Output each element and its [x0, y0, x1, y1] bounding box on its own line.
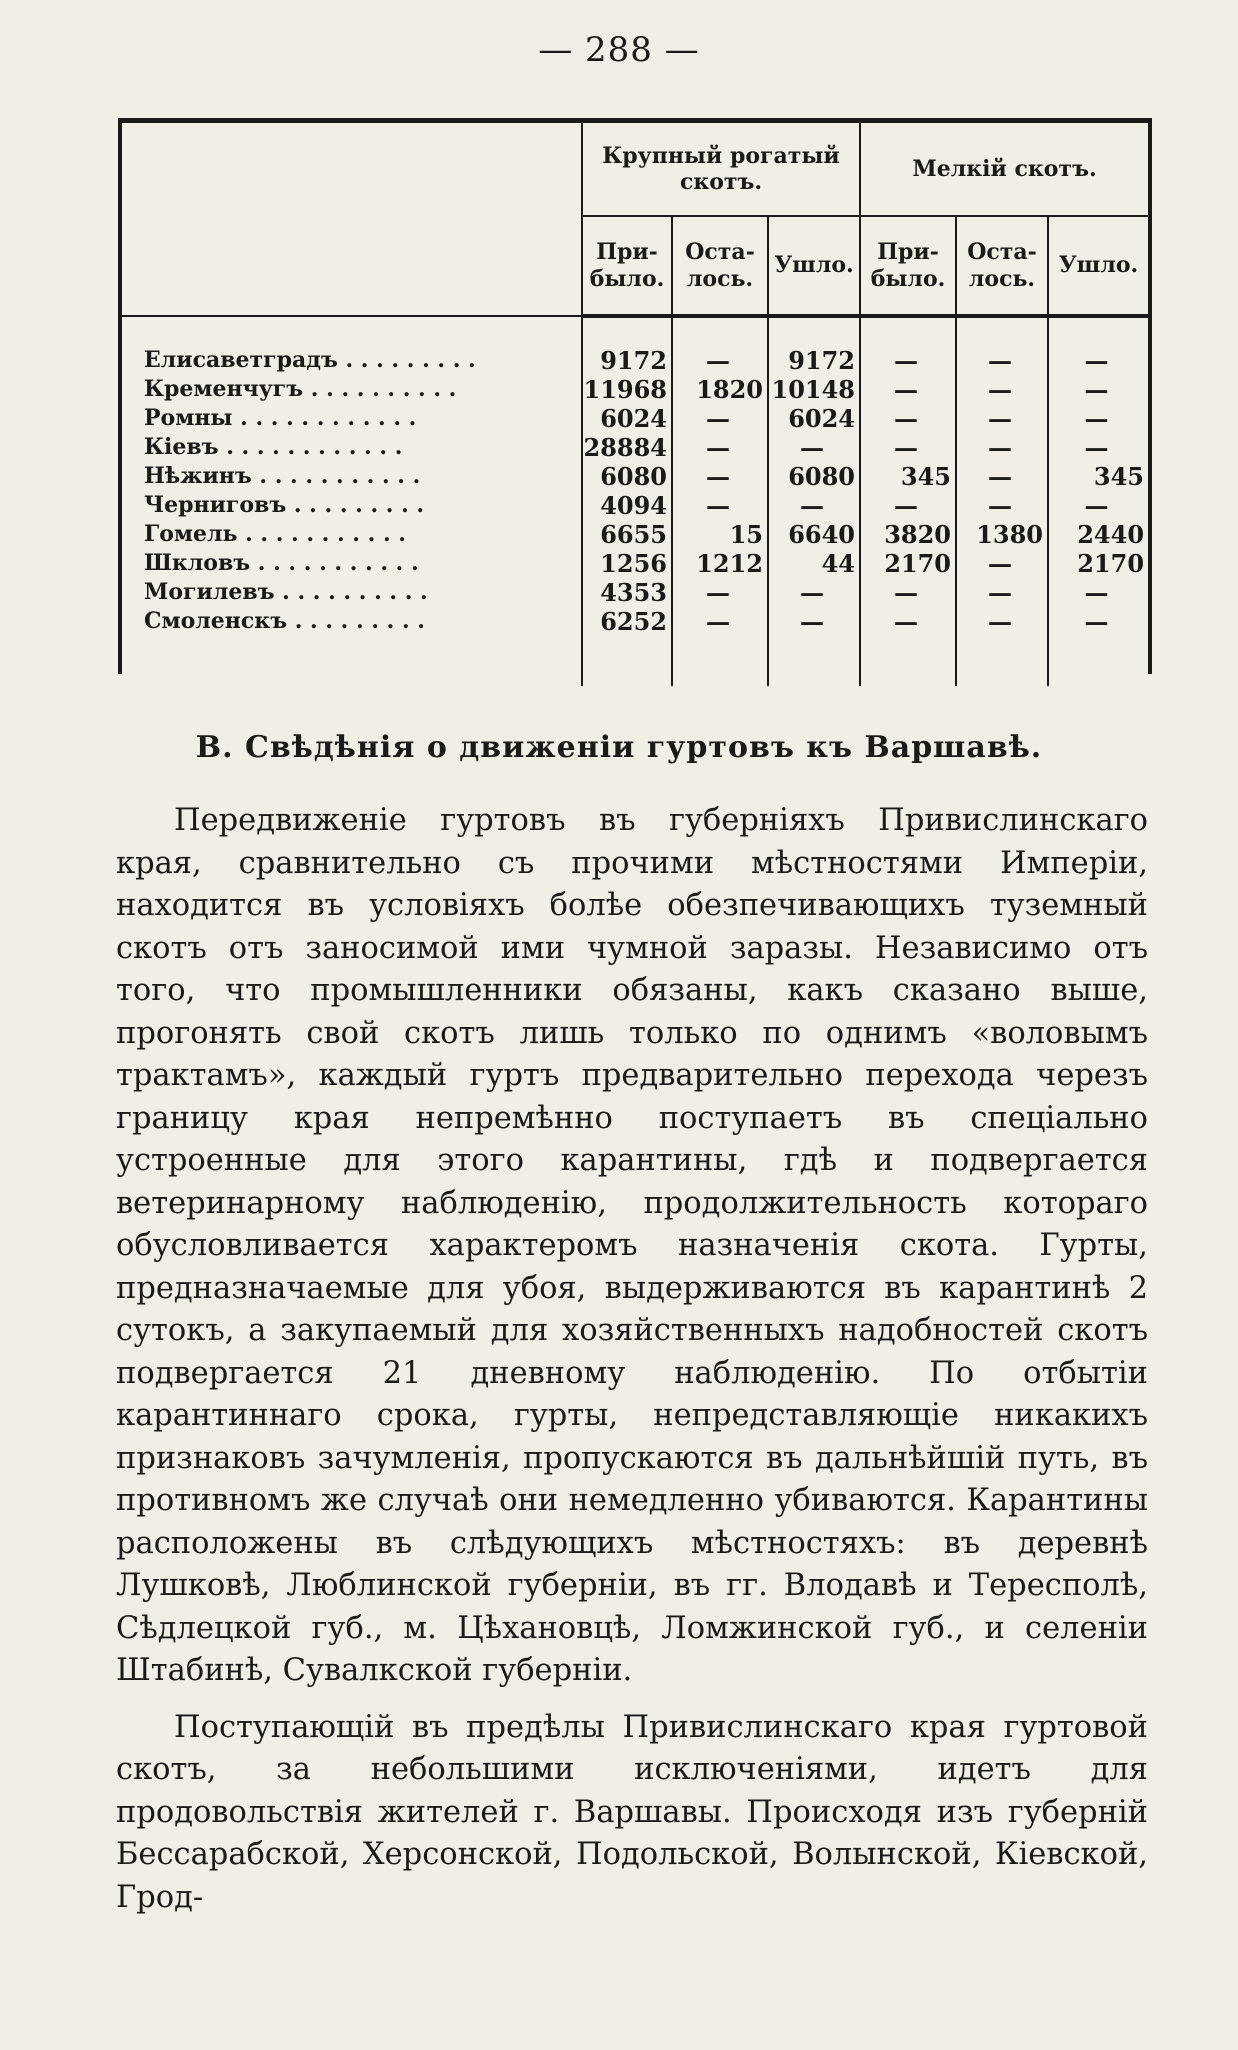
value-cell: 6024 [768, 404, 860, 433]
sub-header-remained: Оста-лось. [672, 216, 768, 316]
city-cell: Смоленскъ . . . . . . . . . [144, 608, 425, 634]
table-body [122, 316, 1148, 686]
value-cell: 345 [1048, 462, 1148, 491]
value-cell: — [1048, 433, 1148, 462]
value-cell: — [860, 607, 956, 636]
value-cell: — [956, 607, 1048, 636]
value-cell: 6640 [768, 520, 860, 549]
section-title: В. Свѣдѣнія о движеніи гуртовъ къ Варшавѣ. [195, 730, 1043, 765]
value-cell: — [1048, 375, 1148, 404]
table-row [122, 433, 1148, 462]
value-cell: — [1048, 491, 1148, 520]
value-cell: — [860, 491, 956, 520]
sub-header-departed: Ушло. [1048, 216, 1148, 316]
spacer-cell [860, 636, 956, 686]
spacer-cell [122, 636, 582, 686]
value-cell: 6655 [582, 520, 672, 549]
value-cell: 345 [860, 462, 956, 491]
value-cell: — [672, 433, 768, 462]
body-text [116, 800, 1148, 1919]
table-row [122, 607, 1148, 636]
value-cell: — [1048, 404, 1148, 433]
value-cell: 6252 [582, 607, 672, 636]
value-cell: 10148 [768, 375, 860, 404]
value-cell: — [860, 404, 956, 433]
value-cell: 1212 [672, 549, 768, 578]
value-cell: — [860, 433, 956, 462]
value-cell: — [956, 404, 1048, 433]
value-cell: — [1048, 607, 1148, 636]
value-cell: — [768, 578, 860, 607]
spacer-cell [768, 636, 860, 686]
value-cell: — [768, 607, 860, 636]
value-cell: — [956, 316, 1048, 375]
table-row [122, 549, 1148, 578]
value-cell: 15 [672, 520, 768, 549]
table-row [122, 462, 1148, 491]
spacer-cell [1048, 636, 1148, 686]
value-cell: 4353 [582, 578, 672, 607]
value-cell: — [956, 491, 1048, 520]
sub-header-arrived: При-было. [582, 216, 672, 316]
value-cell: 1380 [956, 520, 1048, 549]
value-cell: 6080 [768, 462, 860, 491]
city-cell: Могилевъ . . . . . . . . . . [144, 579, 428, 605]
city-cell: Кіевъ . . . . . . . . . . . . [144, 434, 403, 460]
value-cell: 2170 [1048, 549, 1148, 578]
paragraph: Передвиженіе гуртовъ въ губерніяхъ Привислинскаго края, сравнительно съ прочими мѣстностями Имперіи, находится въ условіяхъ болѣе обезпечивающихъ туземный скотъ отъ заносимой ими чумной заразы. Независимо отъ того, что промышленники обязаны, какъ сказано выше, прогонять свой скотъ лишь только по однимъ «воловымъ трактамъ», каждый гуртъ предварительно перехода черезъ границу края непремѣнно поступаетъ въ спеціально устроенные для этого карантины, гдѣ и подвергается ветеринарному наблюденію, продолжительность котораго обусловливается характеромъ назначенія скота. Гурты, предназначаемые для убоя, выдерживаются въ карантинѣ 2 сутокъ, а закупаемый для хозяйственныхъ надобностей скотъ подвергается 21 дневному наблюденію. По отбытіи карантиннаго срока, гурты, непредставляющіе никакихъ признаковъ зачумленія, пропускаются въ дальнѣйшій путь, въ противномъ же случаѣ они немедленно убиваются. Карантины расположены въ слѣдующихъ мѣстностяхъ: въ деревнѣ Лушковѣ, Люблинской губерніи, въ гг. Влодавѣ и Тересполѣ, Сѣдлецкой губ., м. Цѣхановцѣ, Ломжинской губ., и селеніи Штабинѣ, Сувалкской губерніи. [116, 803, 1148, 1688]
group-header-large-cattle: Крупный рогатый скотъ. [582, 123, 860, 216]
spacer-cell [956, 636, 1048, 686]
value-cell: 44 [768, 549, 860, 578]
value-cell: 1256 [582, 549, 672, 578]
value-cell: 11968 [582, 375, 672, 404]
value-cell: 3820 [860, 520, 956, 549]
table-row [122, 316, 1148, 375]
table-row [122, 404, 1148, 433]
table-row [122, 520, 1148, 549]
value-cell: — [672, 491, 768, 520]
value-cell: 9172 [768, 316, 860, 375]
table-row [122, 578, 1148, 607]
value-cell: — [768, 433, 860, 462]
value-cell: — [672, 316, 768, 375]
page-number: — 288 — [538, 30, 700, 70]
value-cell: 2170 [860, 549, 956, 578]
value-cell: — [860, 578, 956, 607]
value-cell: — [860, 375, 956, 404]
value-cell: 4094 [582, 491, 672, 520]
value-cell: — [672, 578, 768, 607]
value-cell: — [956, 549, 1048, 578]
table-row [122, 491, 1148, 520]
paragraph: Поступающій въ предѣлы Привислинскаго края гуртовой скотъ, за небольшими исключеніями, идетъ для продовольствія жителей г. Варшавы. Происходя изъ губерній Бессарабской, Херсонской, Подольской, Волынской, Кіевской, Грод- [116, 1709, 1148, 1915]
city-cell: Черниговъ . . . . . . . . . [144, 492, 425, 518]
value-cell: — [768, 491, 860, 520]
value-cell: 1820 [672, 375, 768, 404]
value-cell: — [956, 462, 1048, 491]
sub-header-remained: Оста-лось. [956, 216, 1048, 316]
city-cell: Кременчугъ . . . . . . . . . . [144, 376, 457, 402]
spacer-cell [582, 636, 672, 686]
value-cell: 6080 [582, 462, 672, 491]
value-cell: — [672, 462, 768, 491]
value-cell: — [1048, 578, 1148, 607]
value-cell: 9172 [582, 316, 672, 375]
value-cell: — [956, 578, 1048, 607]
city-cell: Нѣжинъ . . . . . . . . . . . [144, 463, 421, 489]
value-cell: 28884 [582, 433, 672, 462]
value-cell: 6024 [582, 404, 672, 433]
value-cell: — [1048, 316, 1148, 375]
city-cell: Гомель . . . . . . . . . . . [144, 521, 406, 547]
city-cell: Ромны . . . . . . . . . . . . [144, 405, 417, 431]
sub-header-departed: Ушло. [768, 216, 860, 316]
value-cell: — [956, 433, 1048, 462]
group-header-small-livestock: Мелкій скотъ. [860, 123, 1148, 216]
sub-header-arrived: При-было. [860, 216, 956, 316]
spacer-cell [672, 636, 768, 686]
livestock-stats-table [122, 123, 1148, 686]
value-cell: — [672, 607, 768, 636]
value-cell: — [956, 375, 1048, 404]
table-row [122, 375, 1148, 404]
city-cell: Шкловъ . . . . . . . . . . . [144, 550, 419, 576]
city-cell: Елисаветградъ . . . . . . . . . [144, 346, 476, 373]
header-corner [122, 123, 582, 316]
value-cell: — [672, 404, 768, 433]
value-cell: 2440 [1048, 520, 1148, 549]
table-spacer-row [122, 636, 1148, 686]
livestock-table [118, 118, 1152, 674]
value-cell: — [860, 316, 956, 375]
